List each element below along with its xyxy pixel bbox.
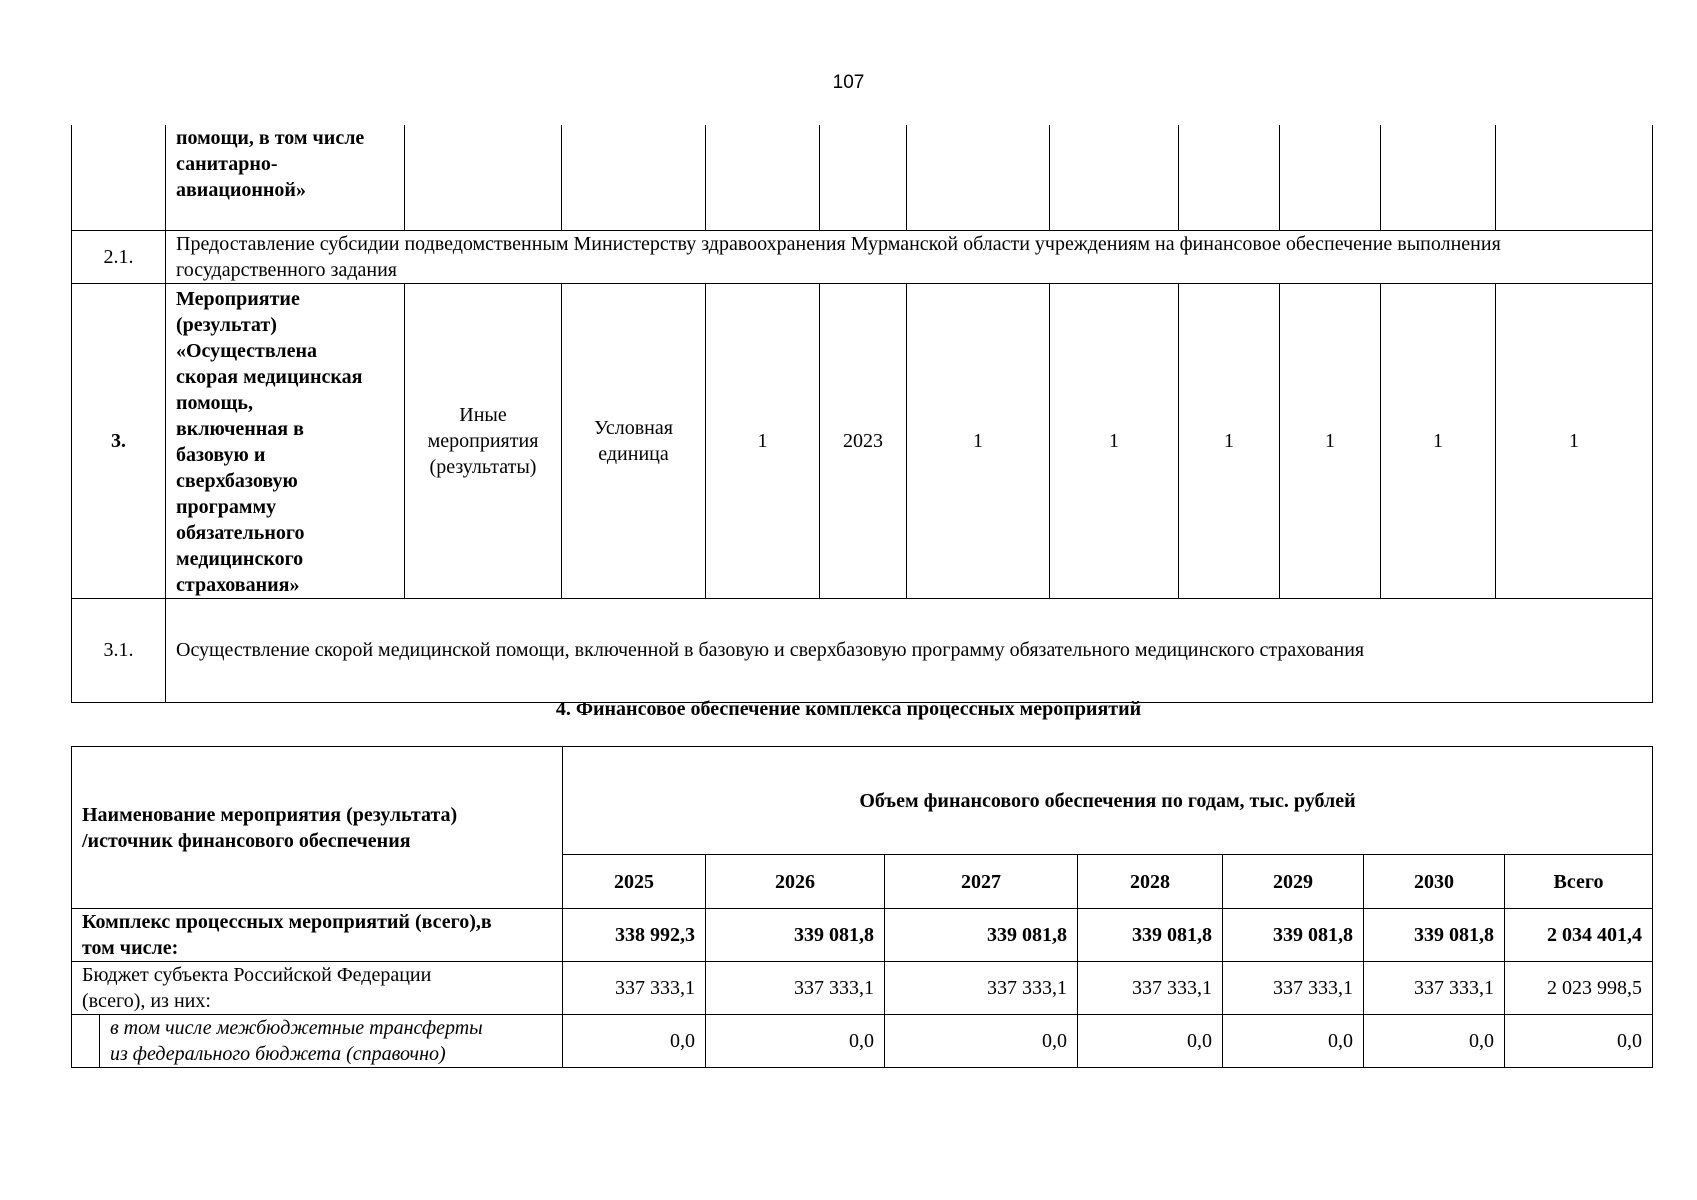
result-name-cell bbox=[166, 283, 405, 598]
result-row bbox=[72, 283, 1653, 598]
finance-value: 337 333,1 bbox=[1223, 962, 1364, 1015]
header-name-line: /источник финансового обеспечения bbox=[82, 829, 411, 852]
name-line: авиационной» bbox=[176, 179, 306, 201]
year-header: 2029 bbox=[1223, 855, 1364, 909]
name-line: из федерального бюджета (справочно) bbox=[110, 1043, 446, 1065]
row-number: 3. bbox=[72, 283, 166, 598]
empty-cell bbox=[1050, 125, 1179, 230]
empty-cell bbox=[405, 125, 562, 230]
name-line: Бюджет субъекта Российской Федерации bbox=[82, 964, 432, 986]
total-header: Всего bbox=[1505, 855, 1653, 909]
value-cell: 1 bbox=[1381, 283, 1496, 598]
type-line: (результаты) bbox=[429, 455, 537, 478]
name-line: помощь, bbox=[176, 391, 253, 414]
subtask-text: Осуществление скорой медицинской помощи, включенной в базовую и сверхбазовую программу обязательного медицинского страхования bbox=[166, 598, 1653, 702]
unit-cell bbox=[562, 283, 706, 598]
finance-value: 339 081,8 bbox=[1078, 909, 1223, 962]
year-header: 2025 bbox=[563, 855, 706, 909]
finance-value: 339 081,8 bbox=[885, 909, 1078, 962]
finance-value: 338 992,3 bbox=[563, 909, 706, 962]
empty-cell bbox=[1496, 125, 1653, 230]
subtask-text: Предоставление субсидии подведомственным Министерству здравоохранения Мурманской области учреждениям на финансовое обеспечение выполнения государственного задания bbox=[166, 230, 1653, 283]
name-line: Комплекс процессных мероприятий (всего),в bbox=[82, 911, 492, 933]
continued-name-cell bbox=[166, 125, 405, 230]
finance-value: 0,0 bbox=[1364, 1015, 1505, 1068]
finance-value: 0,0 bbox=[885, 1015, 1078, 1068]
subtask-row bbox=[72, 230, 1653, 283]
empty-cell bbox=[1179, 125, 1280, 230]
name-line: включенная в bbox=[176, 417, 304, 440]
finance-row bbox=[72, 962, 1653, 1015]
finance-value: 337 333,1 bbox=[563, 962, 706, 1015]
empty-cell bbox=[1381, 125, 1496, 230]
empty-cell bbox=[562, 125, 706, 230]
section-title: 4. Финансовое обеспечение комплекса процессных мероприятий bbox=[555, 698, 1142, 720]
type-line: Иные bbox=[459, 403, 507, 426]
value-cell: 1 bbox=[907, 283, 1050, 598]
name-line: сверхбазовую bbox=[176, 469, 298, 492]
empty-cell bbox=[1280, 125, 1381, 230]
name-line: помощи, в том числе bbox=[176, 127, 365, 149]
name-line: медицинского bbox=[176, 547, 304, 570]
page-number: 107 bbox=[832, 72, 865, 93]
year-header: 2027 bbox=[885, 855, 1078, 909]
finance-row-name bbox=[72, 909, 563, 962]
result-type-cell bbox=[405, 283, 562, 598]
finance-value: 339 081,8 bbox=[1223, 909, 1364, 962]
name-line: санитарно- bbox=[176, 153, 278, 175]
subtask-row bbox=[72, 598, 1653, 702]
name-line: Мероприятие bbox=[176, 287, 300, 310]
empty-cell bbox=[820, 125, 907, 230]
finance-row bbox=[72, 1015, 1653, 1068]
year-header: 2030 bbox=[1364, 855, 1505, 909]
value-cell: 1 bbox=[1280, 283, 1381, 598]
name-line: том числе: bbox=[82, 937, 179, 959]
finance-value: 0,0 bbox=[1078, 1015, 1223, 1068]
name-line: «Осуществлена bbox=[176, 339, 318, 362]
name-line: программу bbox=[176, 495, 277, 518]
value-cell: 1 bbox=[1050, 283, 1179, 598]
finance-header-row bbox=[72, 747, 1653, 855]
finance-value: 0,0 bbox=[706, 1015, 885, 1068]
finance-value: 0,0 bbox=[1223, 1015, 1364, 1068]
row-number: 2.1. bbox=[72, 230, 166, 283]
name-line: страхования» bbox=[176, 573, 300, 596]
finance-value: 337 333,1 bbox=[1364, 962, 1505, 1015]
header-name-cell bbox=[72, 747, 563, 909]
finance-total: 2 023 998,5 bbox=[1505, 962, 1653, 1015]
finance-value: 337 333,1 bbox=[1078, 962, 1223, 1015]
value-cell: 1 bbox=[1496, 283, 1653, 598]
finance-value: 339 081,8 bbox=[1364, 909, 1505, 962]
continued-row bbox=[72, 125, 1653, 230]
indent-cell bbox=[72, 1015, 100, 1068]
finance-value: 337 333,1 bbox=[706, 962, 885, 1015]
row-number: 3.1. bbox=[72, 598, 166, 702]
empty-cell bbox=[907, 125, 1050, 230]
finance-total: 0,0 bbox=[1505, 1015, 1653, 1068]
finance-value: 0,0 bbox=[563, 1015, 706, 1068]
finance-row-name bbox=[100, 1015, 563, 1068]
name-line: в том числе межбюджетные трансферты bbox=[110, 1017, 483, 1039]
base-year-cell: 2023 bbox=[820, 283, 907, 598]
finance-value: 337 333,1 bbox=[885, 962, 1078, 1015]
empty-cell bbox=[706, 125, 820, 230]
header-name-line: Наименование мероприятия (результата) bbox=[82, 803, 458, 826]
finance-row bbox=[72, 909, 1653, 962]
results-table bbox=[71, 125, 1653, 703]
finance-row-name bbox=[72, 962, 563, 1015]
type-line: мероприятия bbox=[427, 429, 539, 452]
base-value-cell: 1 bbox=[706, 283, 820, 598]
unit-line: единица bbox=[598, 442, 669, 465]
name-line: (результат) bbox=[176, 313, 277, 336]
year-header: 2026 bbox=[706, 855, 885, 909]
finance-value: 339 081,8 bbox=[706, 909, 885, 962]
unit-line: Условная bbox=[594, 416, 673, 439]
name-line: обязательного bbox=[176, 521, 305, 544]
header-volume-cell: Объем финансового обеспечения по годам, тыс. рублей bbox=[563, 747, 1653, 855]
name-line: (всего), из них: bbox=[82, 990, 211, 1012]
continued-num-cell bbox=[72, 125, 166, 230]
year-header: 2028 bbox=[1078, 855, 1223, 909]
name-line: базовую и bbox=[176, 443, 266, 466]
value-cell: 1 bbox=[1179, 283, 1280, 598]
name-line: скорая медицинская bbox=[176, 365, 363, 388]
finance-total: 2 034 401,4 bbox=[1505, 909, 1653, 962]
finance-table bbox=[71, 746, 1653, 1068]
